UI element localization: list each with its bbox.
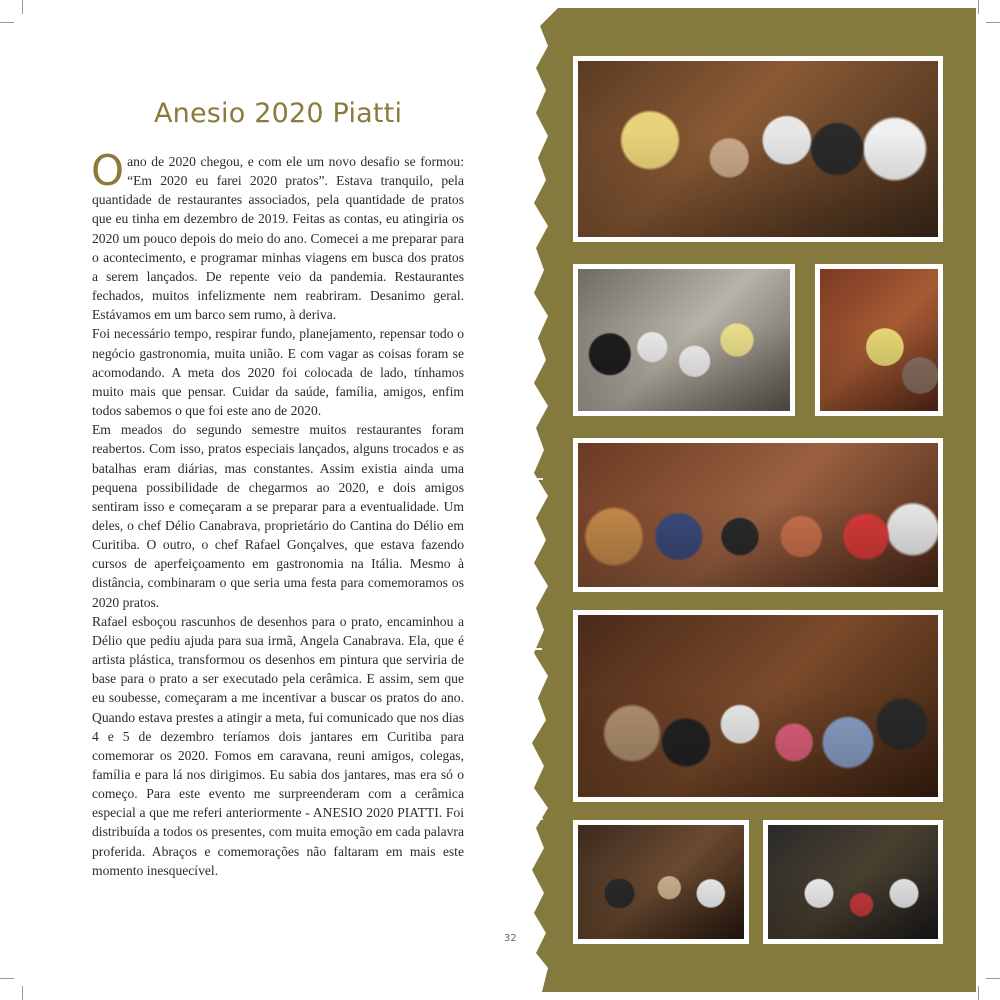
photo-kitchen-team — [573, 264, 795, 416]
photo-dinner-table-left — [573, 820, 749, 944]
paragraph-text: ano de 2020 chegou, e com ele um novo desafio se formou: “Em 2020 eu farei 2020 pratos”. Estava tranquilo, pela quantidade de restaurantes associados, pela quantidade de pratos que eu tinha em dezembro de 2019. Feitas as contas, eu atingiria os 2020 um pouco depois do meio do ano. Comecei a me preparar para o acontecimento, e programar minhas viagens em busca dos pratos a serem lançados. De repente veio da pandemia. Restaurantes fechados, muitos infelizmente nem reabriram. Desanimo geral. Estávamos em um barco sem rumo, à deriva. — [92, 154, 464, 323]
photo-dinner-group — [573, 610, 943, 802]
photo-man-raising-plate — [815, 264, 943, 416]
photo-chefs-holding-plates — [573, 56, 943, 242]
crop-mark — [978, 0, 979, 14]
crop-mark — [0, 978, 14, 979]
drop-cap: O — [91, 146, 125, 195]
crop-mark — [986, 978, 1000, 979]
photo-group-with-plate — [573, 438, 943, 592]
photo-dinner-table-right — [763, 820, 943, 944]
paragraph: Em meados do segundo semestre muitos restaurantes foram reabertos. Com isso, pratos especiais lançados, alguns trocados e as batalhas eram diárias, mas constantes. Assim existia ainda uma pequena possibilidade de chegarmos ao 2020, e dois amigos sentiram isso e começaram a se preparar para a eventualidade. Um deles, o chef Délio Canabrava, proprietário do Cantina do Délio em Curitiba. O outro, o chef Rafael Gonçalves, que estava fazendo cursos de aperfeiçoamento em gastronomia na Itália. Mesmo à distância, combinaram o que seria uma festa para comemoramos os 2020 pratos. — [92, 422, 464, 610]
article-title: Anesio 2020 Piatti — [154, 98, 403, 129]
crop-mark — [22, 0, 23, 14]
paragraph — [91, 146, 464, 324]
article-body — [91, 146, 464, 880]
page-number: 32 — [504, 933, 517, 944]
crop-mark — [22, 986, 23, 1000]
crop-mark — [0, 22, 14, 23]
crop-mark — [978, 986, 979, 1000]
crop-mark — [986, 22, 1000, 23]
paragraph: Foi necessário tempo, respirar fundo, planejamento, repensar todo o negócio gastronomia, muita união. E com vagar as coisas foram se acomodando. A meta dos 2020 foi colocada de lado, tínhamos muito mais que pensar. Cuidar da saúde, família, amigos, enfim todos sabemos o que foi este ano de 2020. — [92, 326, 464, 419]
paragraph: Rafael esboçou rascunhos de desenhos para o prato, encaminhou a Délio que pediu ajuda para sua irmã, Angela Canabrava. Ela, que é artista plástica, transformou os desenhos em pintura que serviria de base para o prato a ser executado pela cerâmica. E assim, sem que eu soubesse, começaram a me incentivar a buscar os pratos do ano. Quando estava prestes a atingir a meta, fui comunicado que nos dias 4 e 5 de dezembro teríamos dois jantares em Curitiba para comemorar os 2020. Fomos em caravana, reuni amigos, colegas, família e para lá nos dirigimos. Eu sabia dos jantares, mas era só o começo. Para este evento me surpreenderam com a cerâmica especial a que me referi anteriormente - ANESIO 2020 PIATTI. Foi distribuída a todos os presentes, com muita emoção em cada palavra proferida. Abraços e comemorações não faltaram em mais este momento inesquecível. — [92, 613, 464, 878]
